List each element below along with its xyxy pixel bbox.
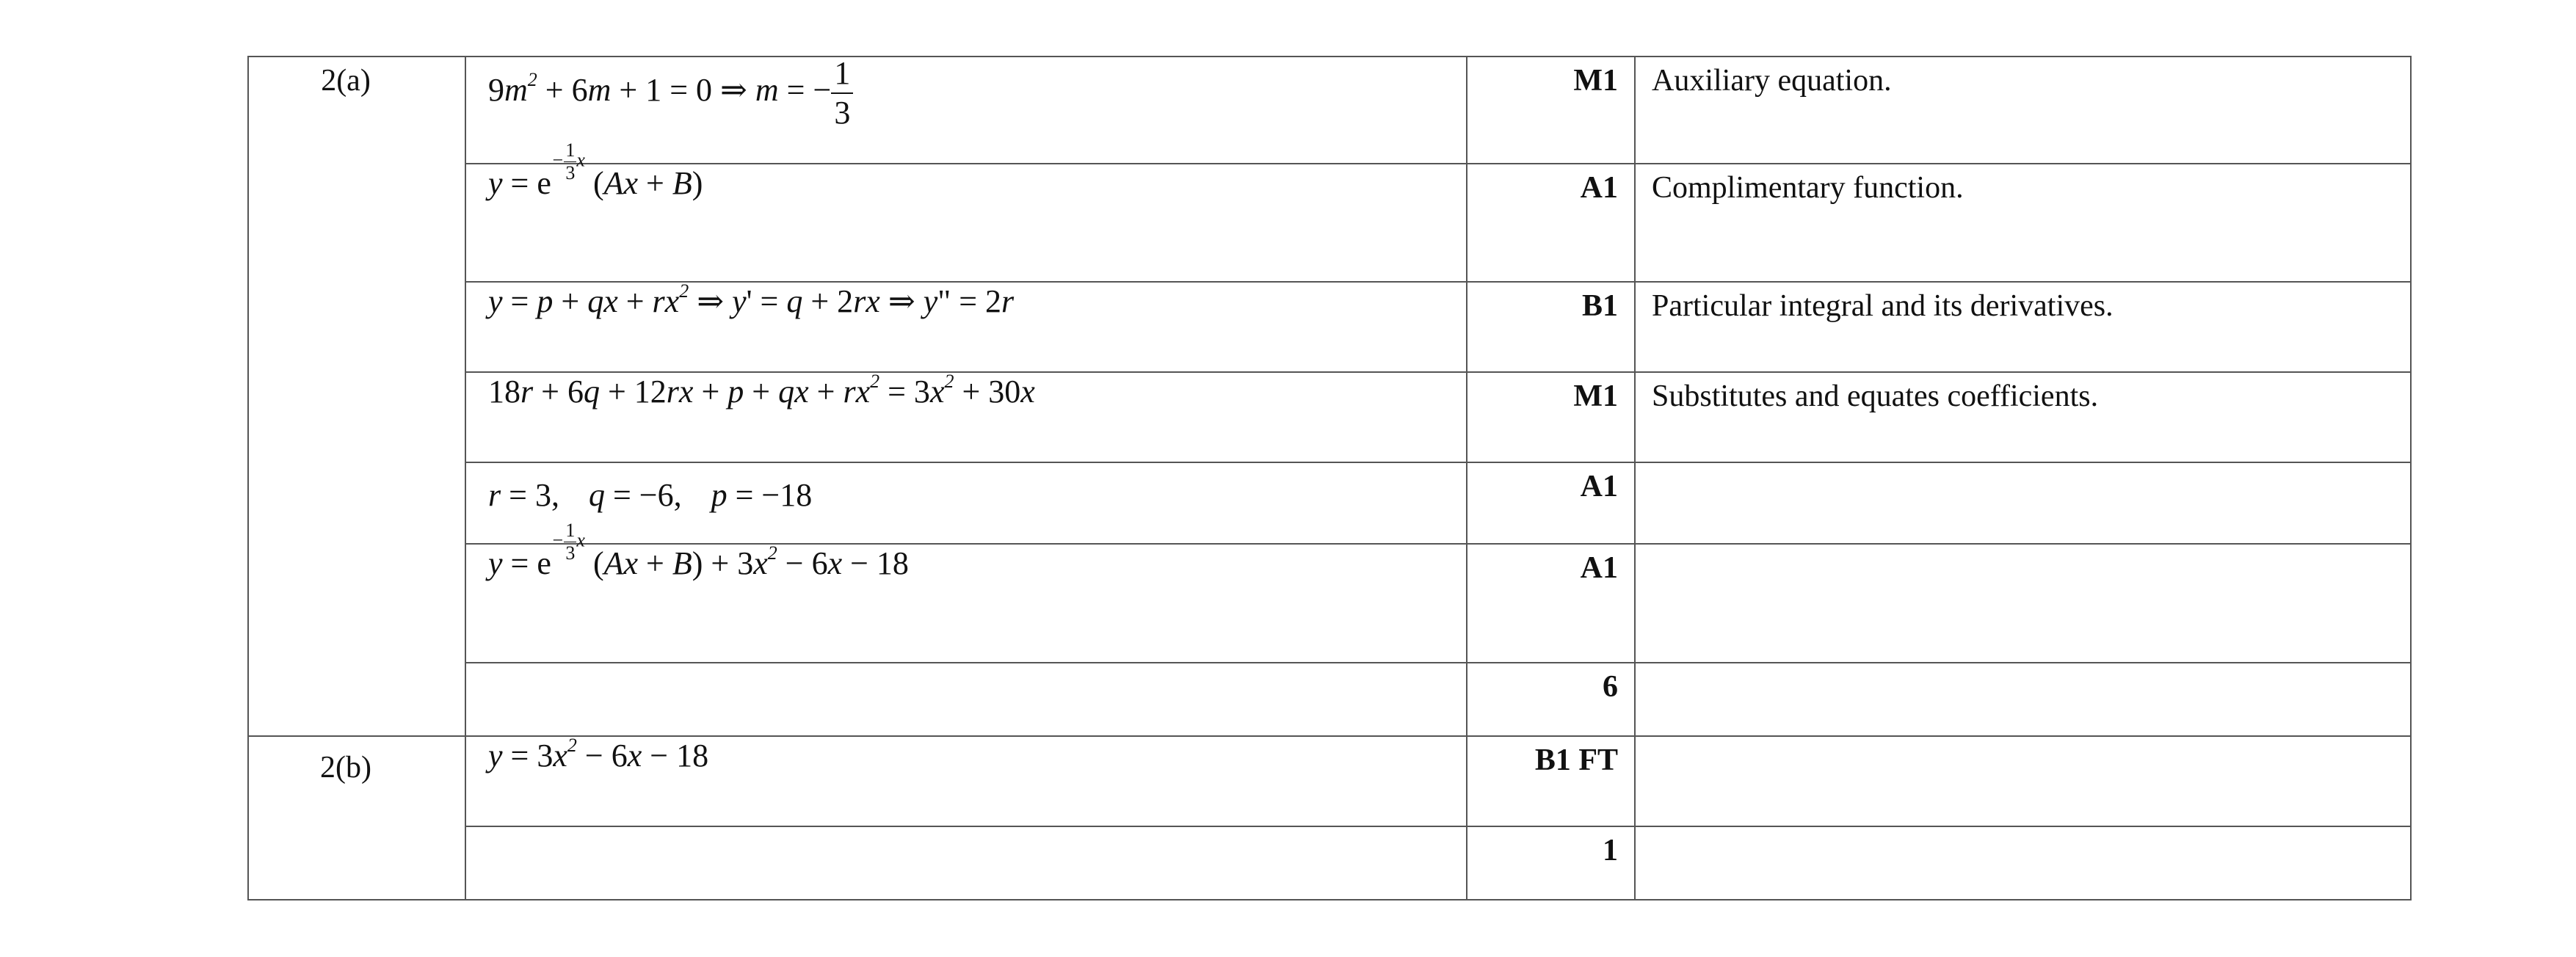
mark-cell — [1467, 57, 1635, 164]
mark-label: M1 — [1573, 64, 1618, 98]
mark-label: A1 — [1580, 470, 1618, 503]
answer-expression: y = e− $\frac{1}{3}$ x $(Ax + B) + 3x^2 - 6x - 18$ — [488, 519, 909, 581]
answer-cell — [465, 57, 1467, 164]
mark-cell — [1467, 462, 1635, 544]
mark-total-cell — [1467, 826, 1635, 900]
question-cell-2b — [248, 736, 465, 900]
mark-total: 6 — [1603, 670, 1618, 704]
guidance-cell — [1635, 663, 2411, 736]
question-label: 2(b) — [320, 751, 371, 785]
mark-label: B1 — [1581, 289, 1618, 323]
answer-cell — [465, 462, 1467, 544]
answer-cell — [465, 736, 1467, 826]
guidance-text: Substitutes and equates coefficients. — [1652, 379, 2099, 413]
guidance-cell — [1635, 826, 2411, 900]
mark-cell — [1467, 736, 1635, 826]
answer-cell — [465, 282, 1467, 372]
table-row — [248, 164, 2411, 282]
guidance-cell — [1635, 282, 2411, 372]
mark-total: 1 — [1603, 834, 1618, 867]
mark-label: A1 — [1580, 171, 1618, 205]
table-row — [248, 736, 2411, 826]
question-cell-2a — [248, 57, 465, 736]
mark-scheme-table — [247, 56, 2412, 900]
mark-label: M1 — [1573, 379, 1618, 413]
mark-cell — [1467, 544, 1635, 663]
mark-label: B1 FT — [1534, 743, 1618, 777]
table-row — [248, 372, 2411, 462]
mark-cell — [1467, 282, 1635, 372]
answer-expression: 18r + 6q + 12rx + p + qx + $rx^2 = 3x^2 + 30x$ — [488, 371, 1035, 410]
mark-total-cell — [1467, 663, 1635, 736]
guidance-cell — [1635, 372, 2411, 462]
answer-cell — [465, 826, 1467, 900]
answer-cell — [465, 663, 1467, 736]
guidance-text: Particular integral and its derivatives. — [1652, 289, 2114, 323]
guidance-cell — [1635, 462, 2411, 544]
answer-cell — [465, 139, 1467, 282]
answer-expression: $9m^2 + 6m + 1 = 0$ ⇒ m = − $\frac{1}{3}$ — [488, 72, 853, 108]
guidance-cell — [1635, 164, 2411, 282]
guidance-text: Auxiliary equation. — [1652, 64, 1892, 98]
table-row — [248, 826, 2411, 900]
answer-cell — [465, 372, 1467, 462]
guidance-text: Complimentary function. — [1652, 171, 1964, 205]
guidance-cell — [1635, 57, 2411, 164]
answer-cell — [465, 519, 1467, 663]
guidance-cell — [1635, 736, 2411, 826]
answer-expression: y = e− $\frac{1}{3}$ x (Ax + B) — [488, 139, 703, 201]
guidance-cell — [1635, 544, 2411, 663]
answer-expression: $y = 3x^2 - 6x - 18$ — [488, 735, 709, 774]
mark-cell — [1467, 164, 1635, 282]
mark-label: A1 — [1580, 551, 1618, 585]
table-row — [248, 544, 2411, 663]
mark-cell — [1467, 372, 1635, 462]
table-row — [248, 663, 2411, 736]
table-row — [248, 282, 2411, 372]
answer-expression: r = 3, q = −6, p = −18 — [488, 477, 813, 513]
answer-expression: y = p + qx + $rx^2$ ⇒ y' = q + 2rx ⇒ y" = 2r — [488, 280, 1015, 319]
question-label: 2(a) — [321, 64, 371, 98]
